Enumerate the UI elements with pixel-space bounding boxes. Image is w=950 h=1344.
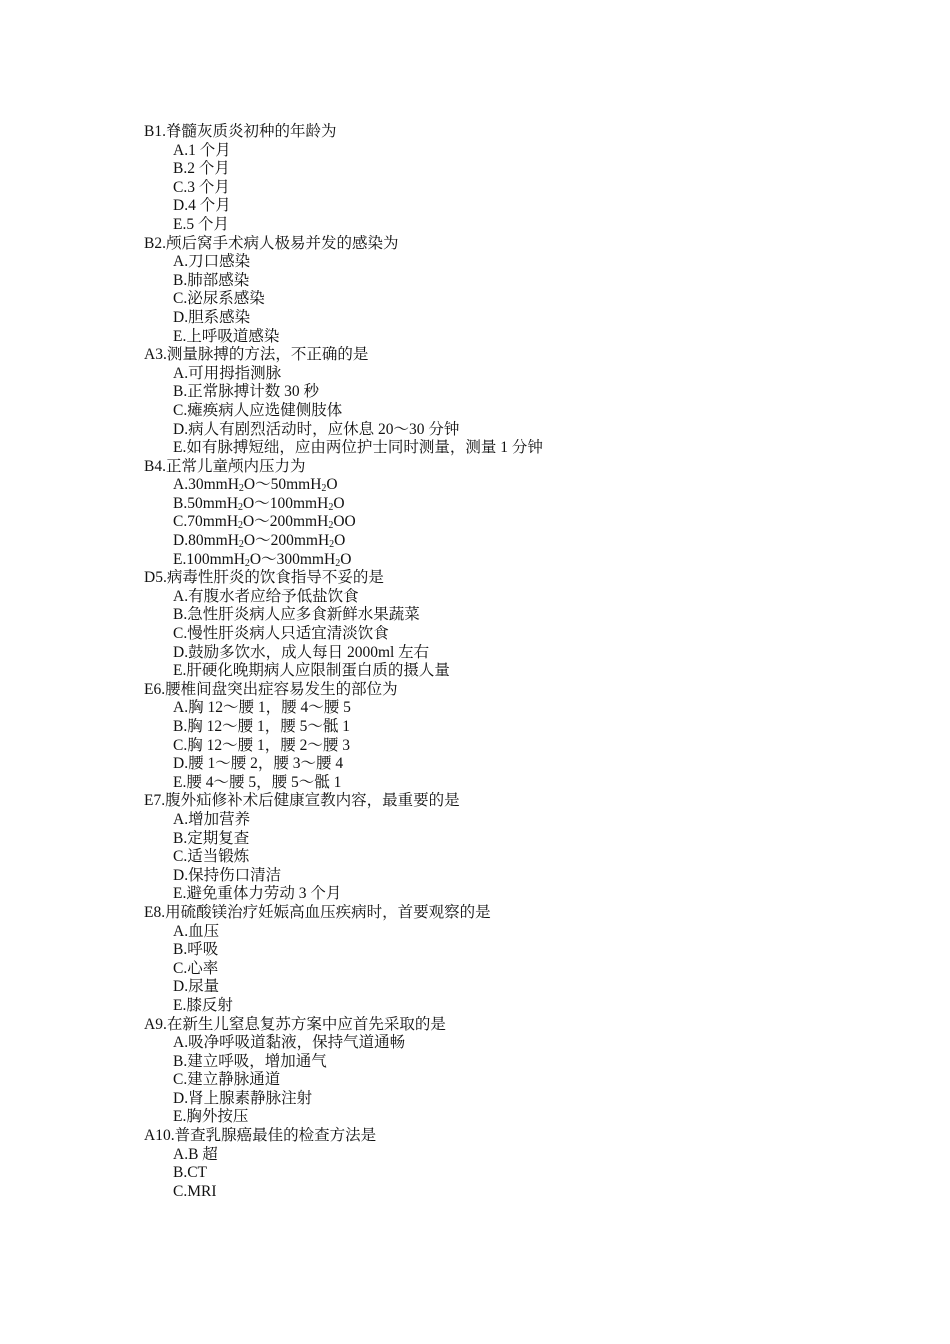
answer-option: B.建立呼吸，增加通气 [173,1052,327,1070]
subscript: 2 [329,539,335,551]
answer-option: C.适当锻炼 [173,848,250,866]
pressure-low-tail: O [243,476,256,494]
subscript: 2 [328,501,334,513]
answer-option: A.1 个月 [173,141,231,159]
answer-option: C.建立静脉通道 [173,1071,281,1089]
option-letter: C. [173,513,188,531]
subscript: 2 [244,557,250,569]
range-separator: ～ [255,476,271,494]
answer-option: D.病人有剧烈活动时，应休息 20～30 分钟 [173,420,460,438]
subscript: 2 [238,520,244,532]
subscript: 2 [335,557,341,569]
pressure-low: 50mmH [187,494,239,512]
range-separator: ～ [261,550,277,568]
answer-option: D.4 个月 [173,197,231,215]
subscript: 2 [328,520,334,532]
pressure-low-tail: O [243,532,256,550]
pressure-high: 100mmH [269,494,329,512]
answer-option: D.鼓励多饮水，成人每日 2000ml 左右 [173,643,430,661]
answer-option: D.腰 1～腰 2，腰 3～腰 4 [173,755,344,773]
pressure-low: 70mmH [187,513,239,531]
range-separator: ～ [255,532,271,550]
answer-option: E.膝反射 [173,996,233,1014]
answer-option: E.上呼吸道感染 [173,327,280,345]
answer-option: C.心率 [173,959,219,977]
answer-option: A.增加营养 [173,810,251,828]
answer-option: D.胆系感染 [173,308,251,326]
pressure-high: 300mmH [276,550,336,568]
answer-option: C.胸 12～腰 1，腰 2～腰 3 [173,736,350,754]
answer-option: D.保持伤口清洁 [173,866,282,884]
answer-option: E.腰 4～腰 5，腰 5～骶 1 [173,773,342,791]
answer-option: E.避免重体力劳动 3 个月 [173,885,342,903]
answer-option: A.可用拇指测脉 [173,364,282,382]
pressure-high-tail: O [333,494,345,512]
answer-option [144,476,543,495]
answer-option: E.肝硬化晚期病人应限制蛋白质的摄人量 [173,662,450,680]
pressure-low-tail: O [243,513,255,531]
option-letter: B. [173,494,188,512]
answer-option: C.MRI [173,1182,217,1200]
answer-option: B.正常脉搏计数 30 秒 [173,383,319,401]
answer-option: D.肾上腺素静脉注射 [173,1089,313,1107]
question-stem: A9.在新生儿窒息复苏方案中应首先采取的是 [144,1015,446,1033]
question-stem: B4.正常儿童颅内压力为 [144,457,306,475]
question-stem: A3.测量脉搏的方法，不正确的是 [144,346,369,364]
option-letter: E. [173,550,187,568]
option-letter: D. [173,532,189,550]
pressure-low: 30mmH [188,476,239,494]
pressure-high-tail: OO [333,513,356,531]
answer-option: E.胸外按压 [173,1108,249,1126]
answer-option: A.吸净呼吸道黏液，保持气道通畅 [173,1034,406,1052]
answer-option: C.瘫痪病人应选健侧肢体 [173,401,343,419]
answer-option: E.5 个月 [173,215,229,233]
answer-option [144,551,543,570]
answer-option: C.泌尿系感染 [173,290,265,308]
pressure-high-tail: O [334,532,346,550]
pressure-high: 200mmH [269,513,329,531]
answer-option: C.慢性肝炎病人只适宜清淡饮食 [173,625,389,643]
range-separator: ～ [254,494,270,512]
answer-option: A.有腹水者应给予低盐饮食 [173,587,359,605]
question-stem: D5.病毒性肝炎的饮食指导不妥的是 [144,569,384,587]
answer-option: B.2 个月 [173,160,230,178]
answer-option: A.胸 12～腰 1，腰 4～腰 5 [173,699,351,717]
question-stem: B1.脊髓灰质炎初种的年龄为 [144,123,337,140]
answer-option: A.B 超 [173,1145,218,1163]
answer-option [144,532,543,551]
answer-option: A.血压 [173,922,220,940]
option-letter: A. [173,476,189,494]
pressure-low: 80mmH [188,532,239,550]
pressure-high-tail: O [340,550,352,568]
answer-option: A.刀口感染 [173,253,251,271]
pressure-high: 200mmH [270,532,330,550]
answer-option: B.定期复查 [173,829,250,847]
pressure-high: 50mmH [270,476,322,494]
answer-option [144,513,543,532]
answer-option: C.3 个月 [173,178,230,196]
subscript: 2 [321,483,327,495]
question-stem: E6.腰椎间盘突出症容易发生的部位为 [144,680,398,698]
subscript: 2 [238,501,244,513]
subscript: 2 [238,539,244,551]
question-stem: A10.普查乳腺癌最佳的检查方法是 [144,1127,377,1145]
question-stem: E8.用硫酸镁治疗妊娠高血压疾病时，首要观察的是 [144,903,491,921]
pressure-high-tail: O [326,476,338,494]
pressure-low-tail: O [249,550,262,568]
answer-option: D.尿量 [173,978,220,996]
answer-option: B.呼吸 [173,941,219,959]
answer-option: B.胸 12～腰 1，腰 5～骶 1 [173,718,350,735]
question-list [144,123,543,1201]
subscript: 2 [238,483,244,495]
answer-option: B.急性肝炎病人应多食新鲜水果蔬菜 [173,606,420,624]
answer-option: B.CT [173,1164,208,1182]
answer-option: E.如有脉搏短绌，应由两位护士同时测量，测量 1 分钟 [173,439,543,457]
question-stem: B2.颅后窝手术病人极易并发的感染为 [144,234,399,252]
answer-option [144,495,543,514]
pressure-low-tail: O [243,494,255,512]
range-separator: ～ [254,513,270,531]
answer-option: B.肺部感染 [173,271,250,289]
pressure-low: 100mmH [186,550,245,568]
question-stem: E7.腹外疝修补术后健康宣教内容，最重要的是 [144,792,460,810]
